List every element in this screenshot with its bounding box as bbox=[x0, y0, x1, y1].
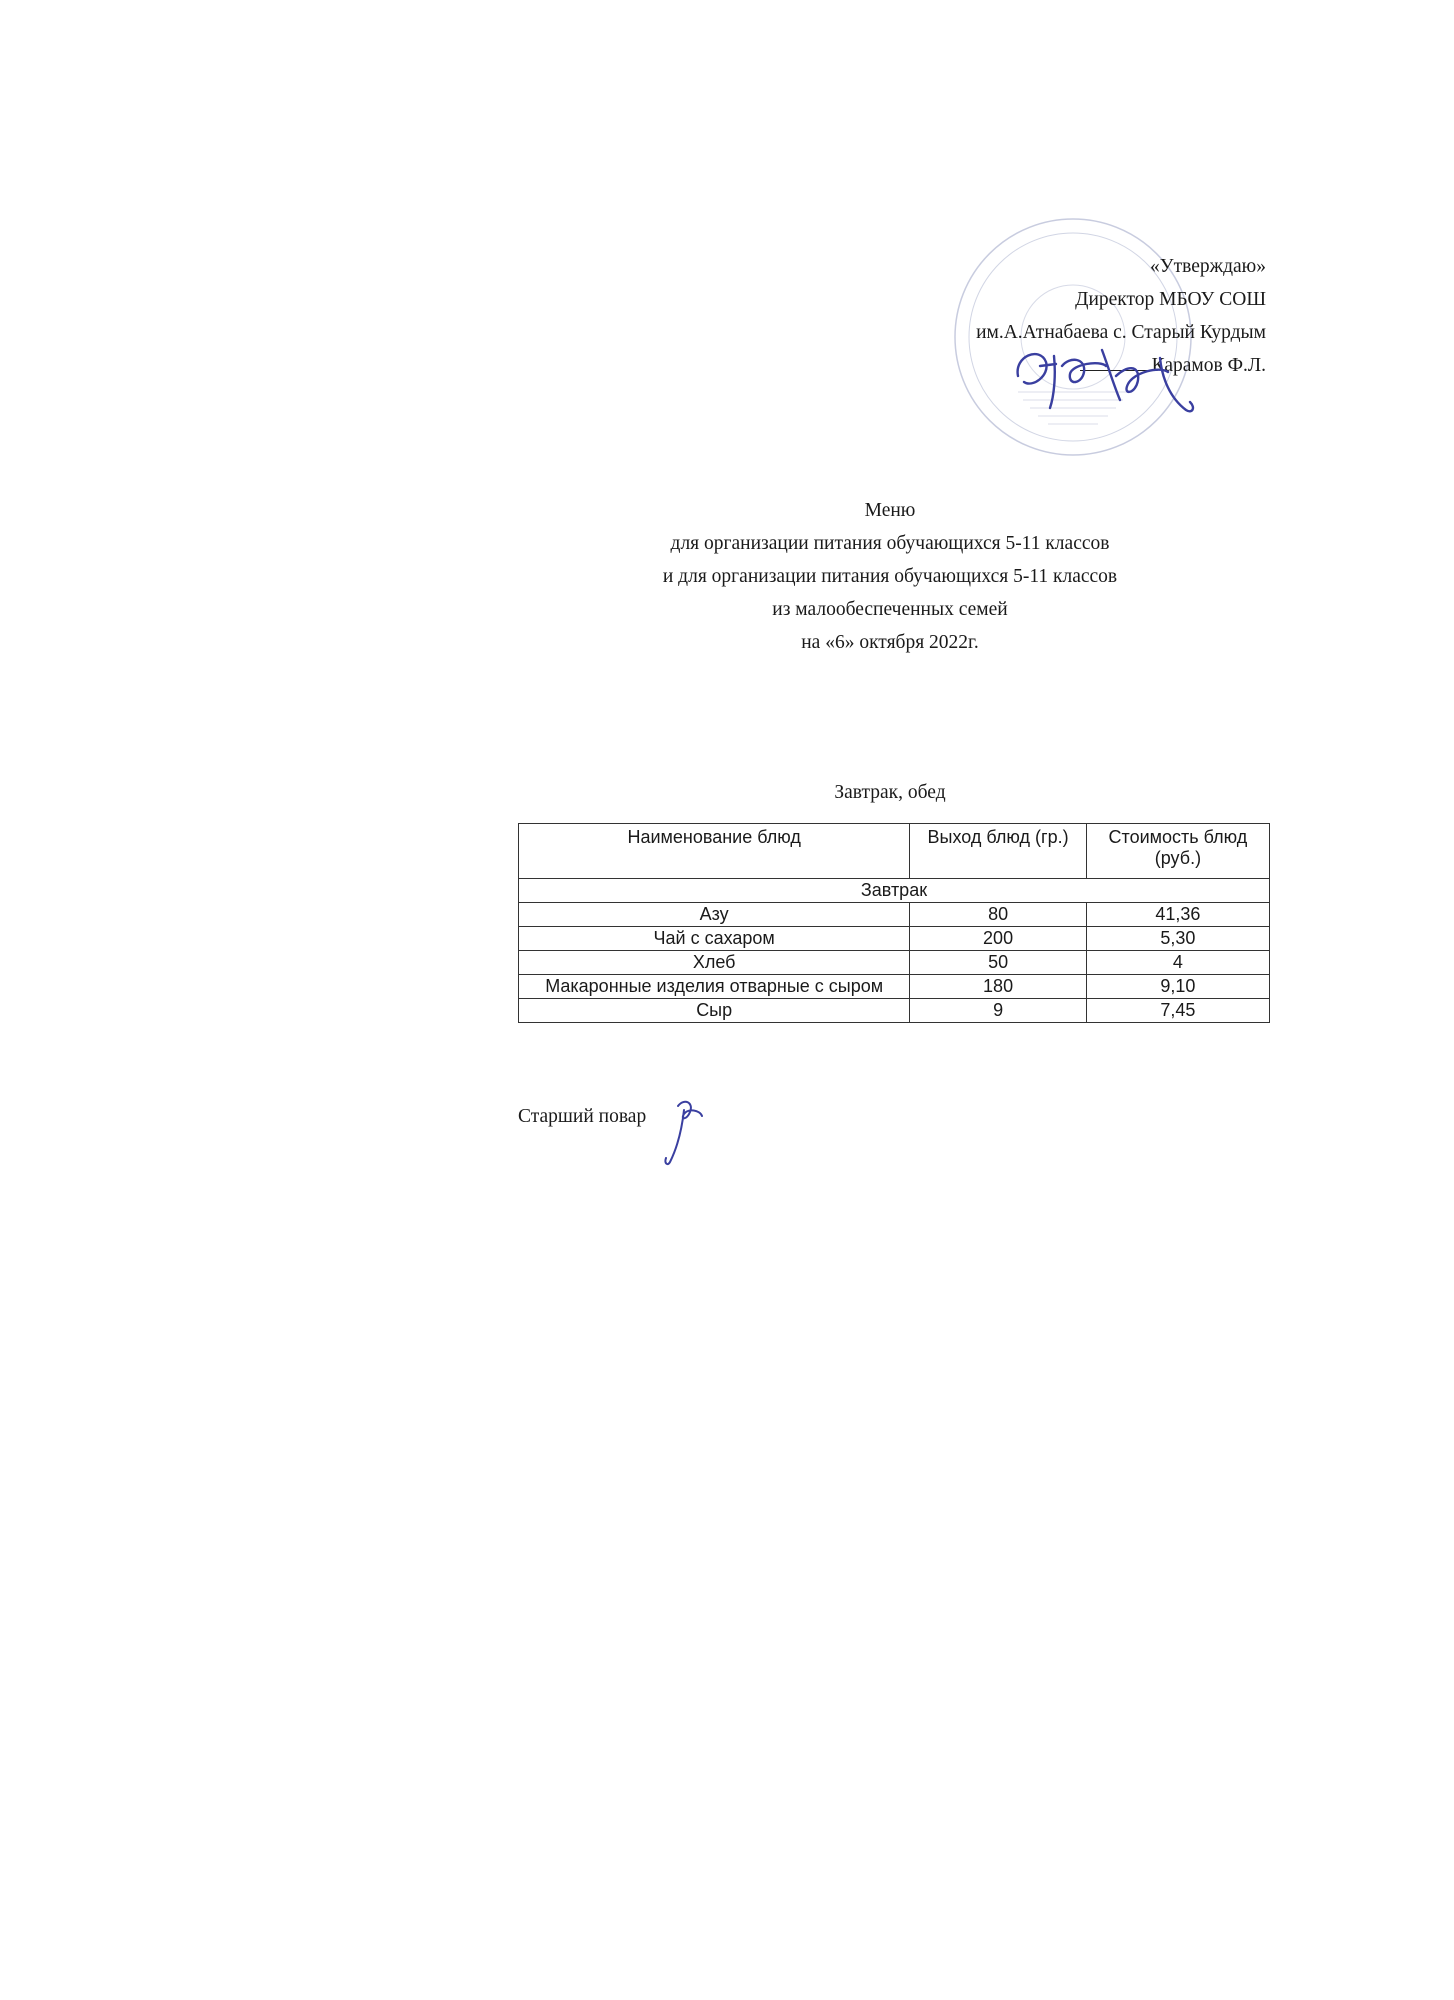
header-dish-name: Наименование блюд bbox=[519, 824, 910, 879]
title-menu: Меню bbox=[864, 500, 916, 521]
dish-output: 80 bbox=[910, 903, 1087, 927]
dish-output: 200 bbox=[910, 927, 1087, 951]
dish-cost: 5,30 bbox=[1086, 927, 1269, 951]
dish-name: Азу bbox=[519, 903, 910, 927]
table-row bbox=[519, 951, 1270, 975]
signature-underline bbox=[1080, 370, 1148, 371]
dish-cost: 41,36 bbox=[1086, 903, 1269, 927]
dish-output: 180 bbox=[910, 975, 1087, 999]
header-cost: Стоимость блюд (руб.) bbox=[1086, 824, 1269, 879]
dish-name: Макаронные изделия отварные с сыром bbox=[519, 975, 910, 999]
approval-block bbox=[976, 250, 1266, 382]
header-output: Выход блюд (гр.) bbox=[910, 824, 1087, 879]
title-line-2: для организации питания обучающихся 5-11 классов bbox=[670, 533, 1110, 554]
director-name: Карамов Ф.Л. bbox=[1151, 355, 1266, 376]
dish-output: 9 bbox=[910, 999, 1087, 1023]
table-section-row bbox=[519, 879, 1270, 903]
title-line-3: и для организации питания обучающихся 5-11 классов bbox=[662, 566, 1118, 587]
dish-cost: 7,45 bbox=[1086, 999, 1269, 1023]
table-row bbox=[519, 903, 1270, 927]
dish-name: Сыр bbox=[519, 999, 910, 1023]
menu-table bbox=[518, 823, 1270, 1023]
table-row bbox=[519, 927, 1270, 951]
dish-output: 50 bbox=[910, 951, 1087, 975]
approval-heading: «Утверждаю» bbox=[1150, 256, 1266, 277]
title-date: на «6» октября 2022г. bbox=[801, 632, 979, 653]
dish-name: Хлеб bbox=[519, 951, 910, 975]
document-title bbox=[0, 494, 1454, 659]
senior-cook-label: Старший повар bbox=[518, 1106, 647, 1127]
table-header-row bbox=[519, 824, 1270, 879]
school-name: им.А.Атнабаева с. Старый Курдым bbox=[976, 322, 1266, 343]
table-row bbox=[519, 975, 1270, 999]
dish-cost: 9,10 bbox=[1086, 975, 1269, 999]
section-breakfast: Завтрак bbox=[519, 879, 1270, 903]
director-signature-line bbox=[976, 349, 1266, 382]
table-row bbox=[519, 999, 1270, 1023]
director-position: Директор МБОУ СОШ bbox=[1075, 289, 1266, 310]
dish-name: Чай с сахаром bbox=[519, 927, 910, 951]
meal-caption: Завтрак, обед bbox=[834, 782, 946, 803]
cook-handwritten-signature bbox=[660, 1096, 710, 1168]
dish-cost: 4 bbox=[1086, 951, 1269, 975]
title-line-4: из малообеспеченных семей bbox=[772, 599, 1008, 620]
